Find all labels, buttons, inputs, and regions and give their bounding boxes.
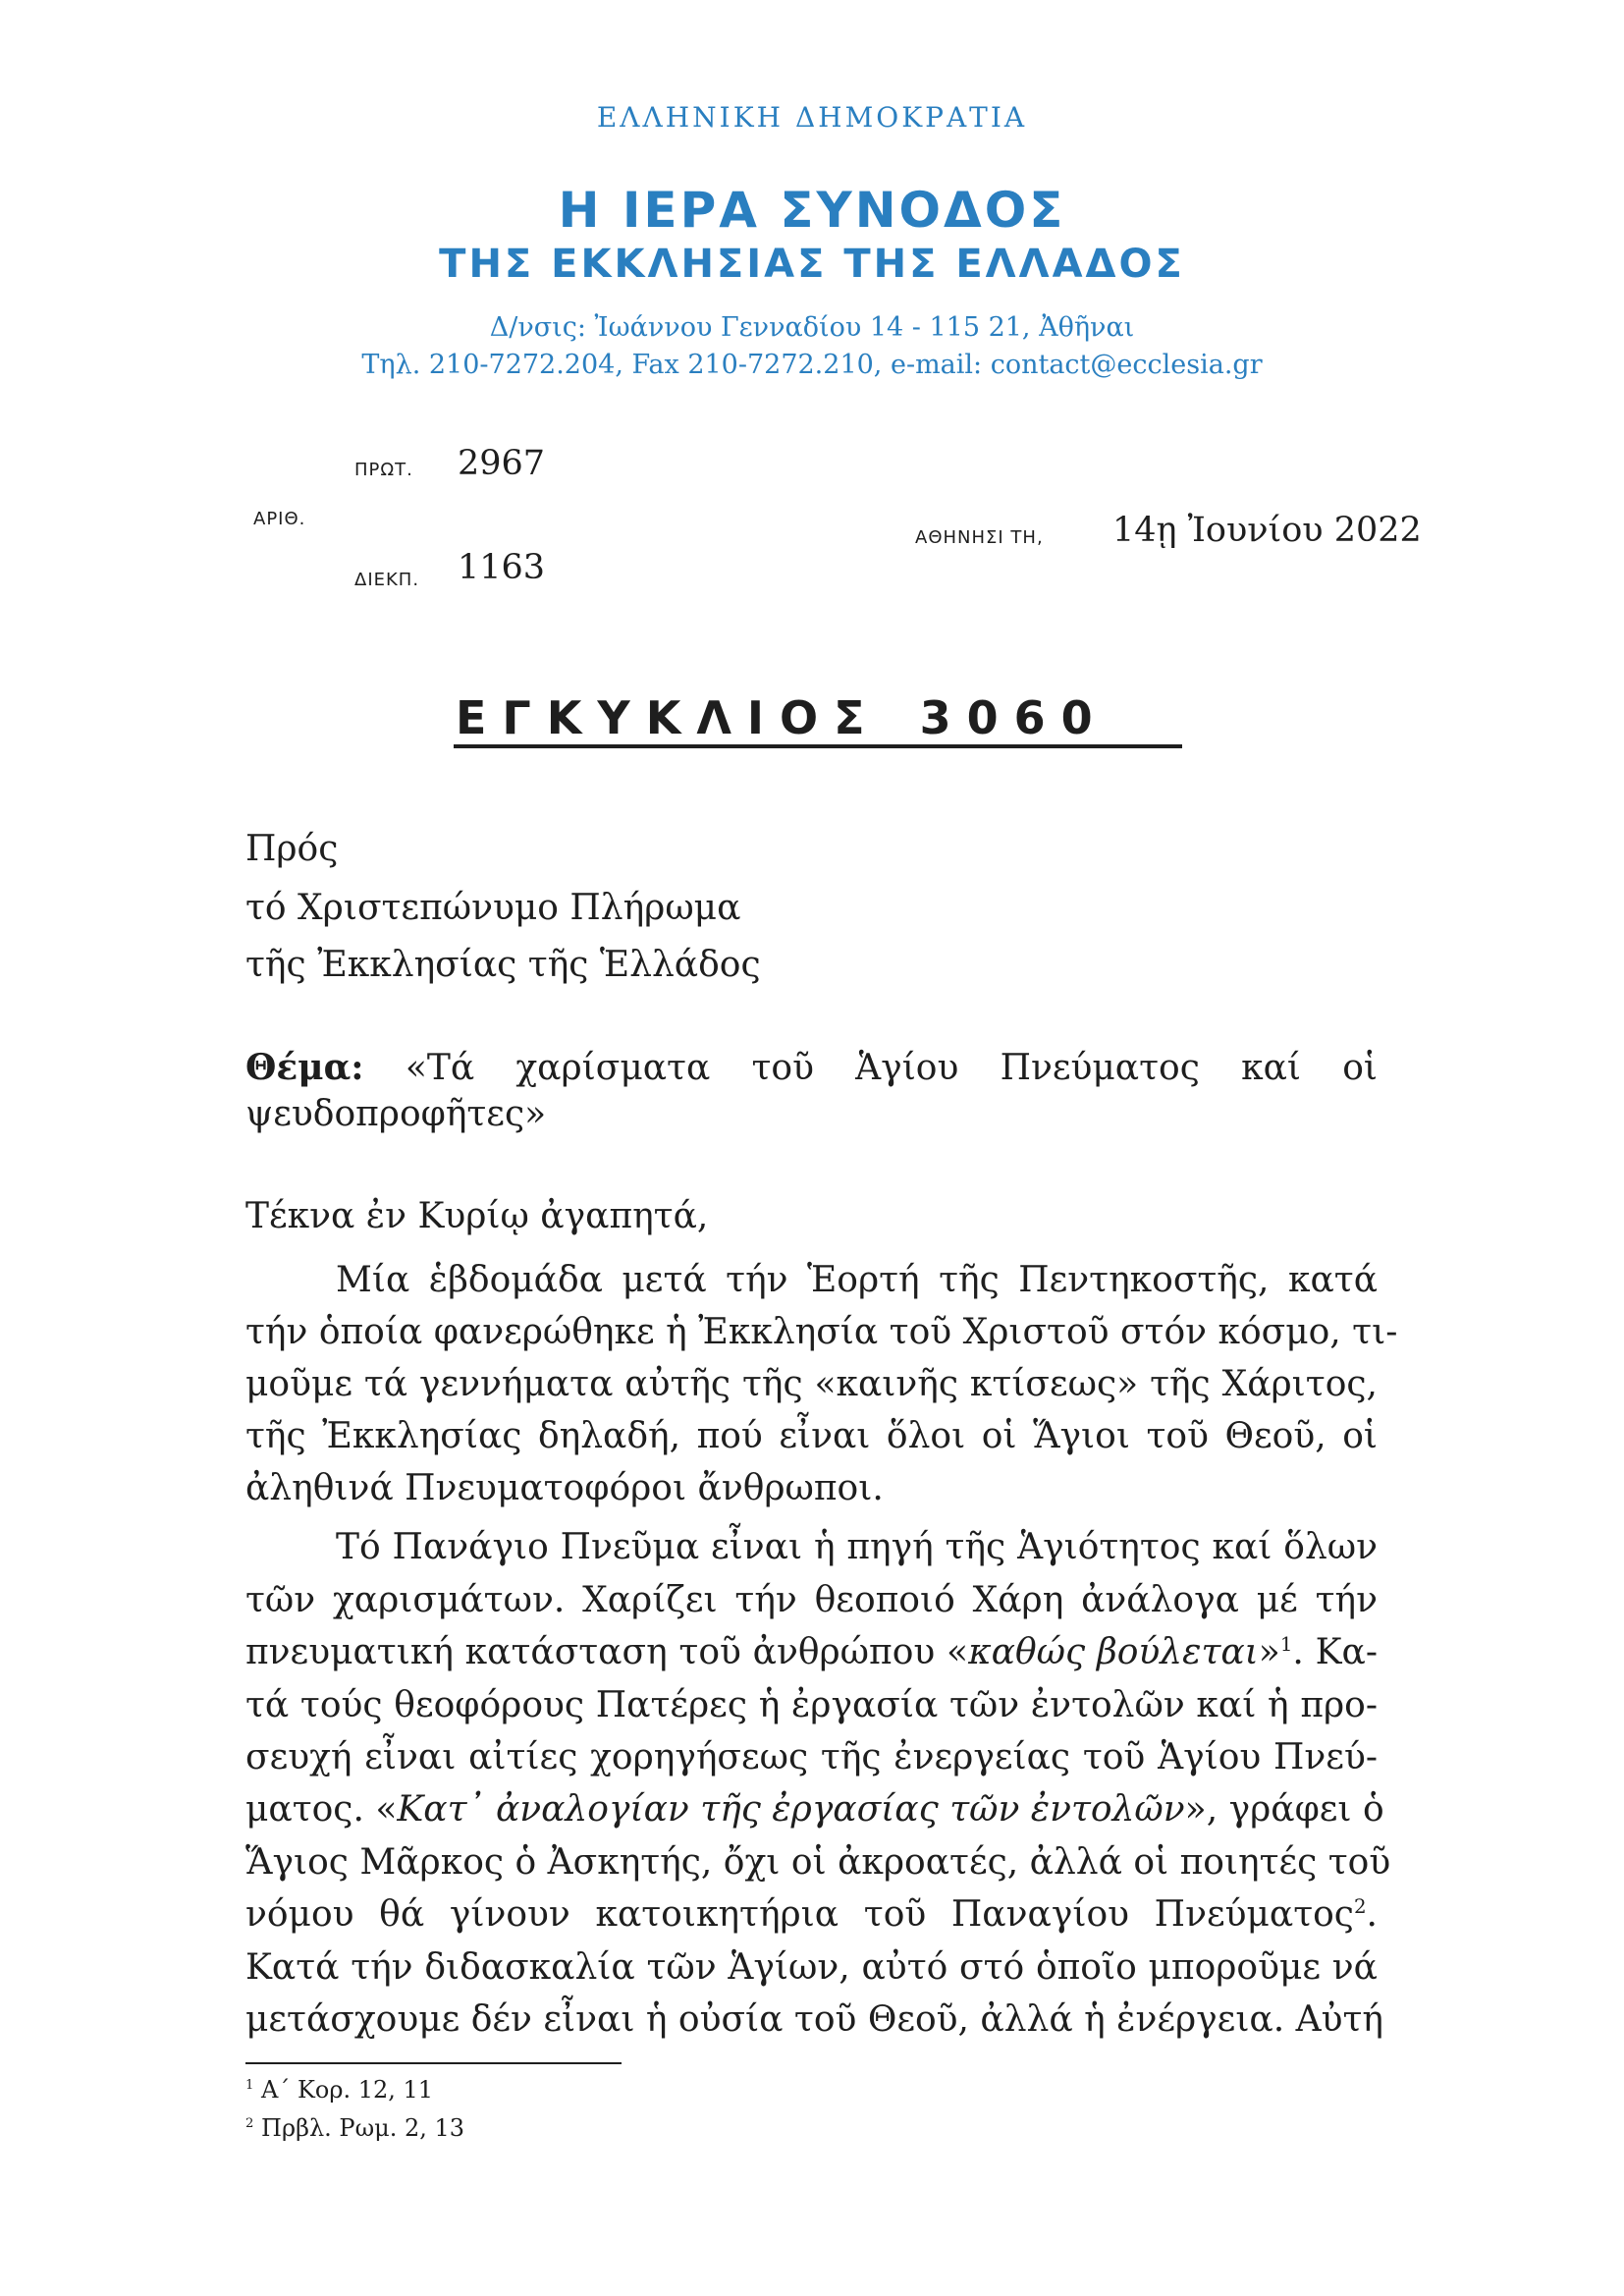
footnote-ref-2: 2 <box>1353 1895 1367 1918</box>
prot-number: 2967 <box>458 444 546 483</box>
letterhead-country: ΕΛΛΗΝΙΚΗ ΔΗΜΟΚΡΑΤΙΑ <box>596 101 1028 134</box>
title-underline <box>454 744 1182 748</box>
body-line: τήν ὁποία φανερώθηκε ἡ Ἐκκλησία τοῦ Χριστοῦ στόν κόσμο, τι- <box>245 1312 1398 1352</box>
body-line: Ἅγιος Μᾶρκος ὁ Ἀσκητής, ὄχι οἱ ἀκροατές, ἀλλά οἱ ποιητές τοῦ <box>245 1842 1391 1883</box>
recipient-to: Πρός <box>245 829 339 869</box>
body-line: τῆς Ἐκκλησίας δηλαδή, πού εἶναι ὅλοι οἱ Ἅγιοι τοῦ Θεοῦ, οἱ <box>245 1416 1378 1456</box>
body-line: Μία ἑβδομάδα μετά τήν Ἑορτή τῆς Πεντηκοστῆς, κατά <box>336 1260 1378 1300</box>
body-line: Κατά τήν διδασκαλία τῶν Ἁγίων, αὐτό στό ὁποῖο μποροῦμε νά <box>245 1947 1378 1988</box>
body-line: ἀληθινά Πνευματοφόροι ἄνθρωποι. <box>245 1468 884 1508</box>
arith-label: ΑΡΙΘ. <box>253 509 306 529</box>
recipient-line: τῆς Ἐκκλησίας τῆς Ἑλλάδος <box>245 945 761 985</box>
subject-line-continued: ψευδοπροφῆτες» <box>245 1094 547 1134</box>
letterhead-synod-subtitle: ΤΗΣ ΕΚΚΛΗΣΙΑΣ ΤΗΣ ΕΛΛΑΔΟΣ <box>439 242 1185 287</box>
diekp-number: 1163 <box>458 548 546 587</box>
body-line: τῶν χαρισμάτων. Χαρίζει τήν θεοποιό Χάρη ἀνάλογα μέ τήν <box>245 1580 1378 1620</box>
place-label: ΑΘΗΝΗΣΙ ΤΗ, <box>915 527 1044 548</box>
footnote-ref-1: 1 <box>1279 1633 1293 1656</box>
greeting: Τέκνα ἐν Κυρίῳ ἀγαπητά, <box>245 1196 709 1236</box>
recipient-line: τό Χριστεπώνυμο Πλήρωμα <box>245 888 741 928</box>
body-line: τά τούς θεοφόρους Πατέρες ἡ ἐργασία τῶν ἐντολῶν καί ἡ προ- <box>245 1685 1378 1725</box>
body-line: ματος. «Κατ᾽ ἀναλογίαν τῆς ἐργασίας τῶν ἐντολῶν», γράφει ὁ <box>245 1789 1384 1830</box>
letterhead-contact: Τηλ. 210-7272.204, Fax 210-7272.210, e-mail: contact@ecclesia.gr <box>361 350 1263 380</box>
footnote-separator <box>245 2062 622 2064</box>
circular-title <box>456 691 1109 744</box>
circular-number: 3060 <box>919 691 1109 744</box>
body-line: νόμου θά γίνουν κατοικητήρια τοῦ Παναγίου Πνεύματος$^2$. <box>245 1894 1378 1935</box>
subject-line <box>245 1047 1378 1088</box>
diekp-label: ΔΙΕΚΠ. <box>354 570 420 590</box>
body-line: μοῦμε τά γεννήματα αὐτῆς τῆς «καινῆς κτίσεως» τῆς Χάριτος, <box>245 1364 1378 1404</box>
body-line: σευχή εἶναι αἰτίες χορηγήσεως τῆς ἐνεργείας τοῦ Ἁγίου Πνεύ- <box>245 1737 1378 1777</box>
letterhead-synod-title: Η ΙΕΡΑ ΣΥΝΟΔΟΣ <box>558 182 1066 239</box>
subject-text: «Τά χαρίσματα τοῦ Ἁγίου Πνεύματος καί οἱ <box>405 1048 1378 1088</box>
footnote-2: $^2$ Πρβλ. Ρωμ. 2, 13 <box>245 2114 465 2142</box>
body-line: μετάσχουμε δέν εἶναι ἡ οὐσία τοῦ Θεοῦ, ἀλλά ἡ ἐνέργεια. Αὐτή <box>245 1999 1383 2040</box>
circular-title-word: ΕΓΚΥΚΛΙΟΣ <box>456 691 881 744</box>
letterhead-address: Δ/νσις: Ἰωάννου Γενναδίου 14 - 115 21, Ἀθῆναι <box>489 312 1135 343</box>
subject-label: Θέμα: <box>245 1047 364 1088</box>
document-date: 14ῃ Ἰουνίου 2022 <box>1112 511 1422 550</box>
body-line: Τό Πανάγιο Πνεῦμα εἶναι ἡ πηγή τῆς Ἁγιότητος καί ὅλων <box>336 1527 1378 1567</box>
prot-label: ΠΡΩΤ. <box>354 460 413 480</box>
body-line: πνευματική κατάσταση τοῦ ἀνθρώπου «καθώς βούλεται»$^1$. Κα- <box>245 1632 1379 1672</box>
footnote-1: $^1$ Α΄ Κορ. 12, 11 <box>245 2076 434 2104</box>
